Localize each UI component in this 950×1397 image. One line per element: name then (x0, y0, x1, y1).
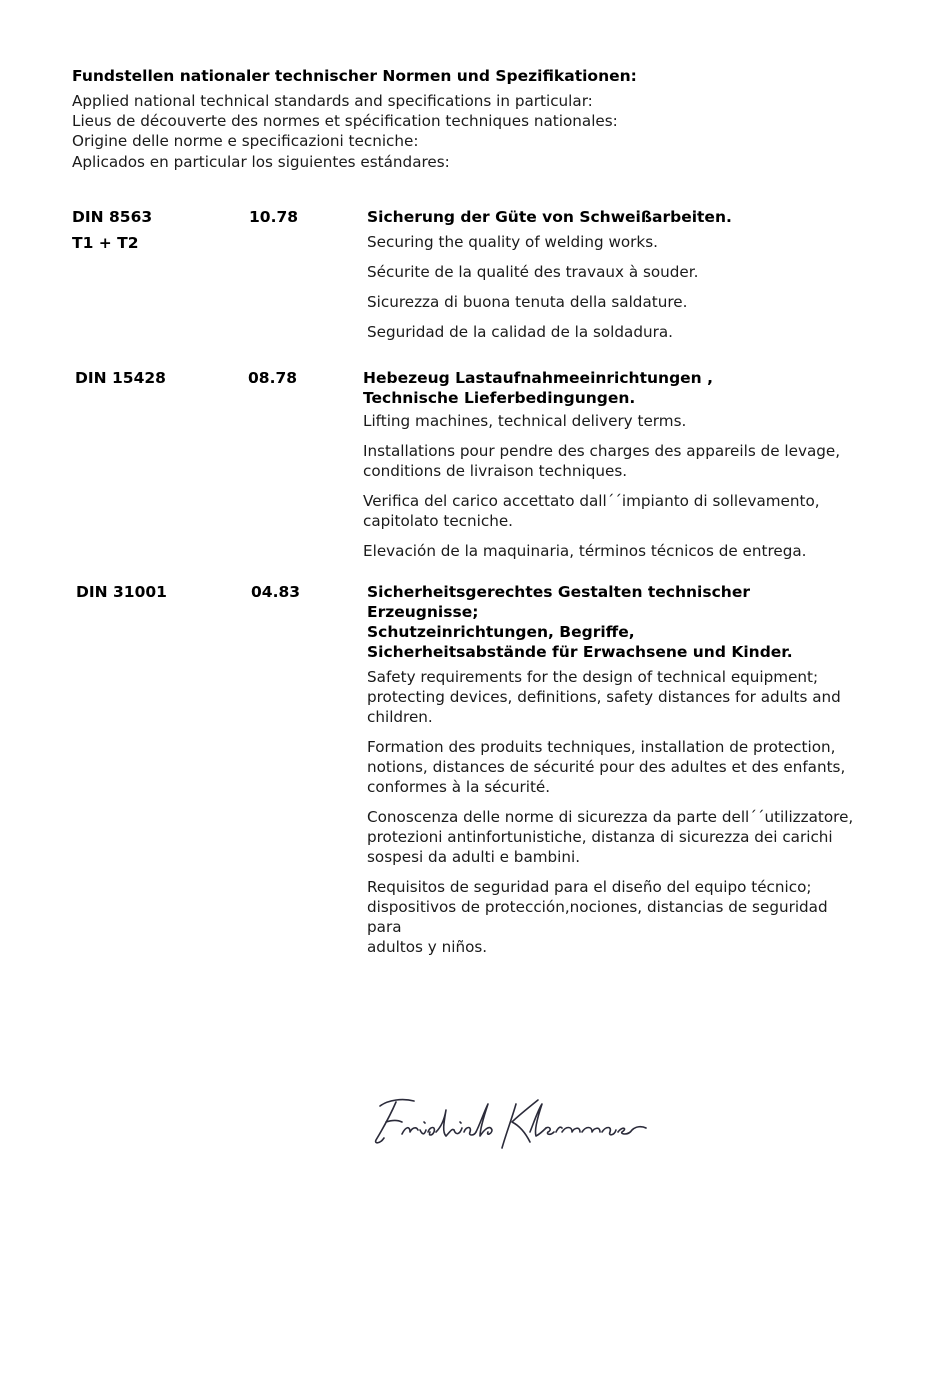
norm-code: DIN 8563 T1 + T2 (72, 208, 153, 252)
norm-date: 10.78 (249, 208, 299, 226)
norm-code: DIN 31001 (76, 583, 167, 601)
norm-date: 04.83 (251, 583, 301, 601)
norm-translation-spanish: Requisitos de seguridad para el diseño del equipo técnico; dispositivos de protección,nociones, distancias de seguridad para adultos y niños. (367, 878, 828, 956)
header-line-english: Applied national technical standards and specifications in particular: (72, 92, 593, 110)
norm-translation-french: Formation des produits techniques, installation de protection, notions, distances de sécurité pour des adultes et des enfants, conformes à la sécurité. (367, 738, 846, 796)
norm-translation-english: Securing the quality of welding works. (367, 233, 658, 251)
norm-description (367, 582, 857, 967)
header-title: Fundstellen nationaler technischer Normen und Spezifikationen: (72, 67, 637, 85)
norm-title-german: Sicherung der Güte von Schweißarbeiten. (367, 208, 732, 226)
norm-translation-spanish: Seguridad de la calidad de la soldadura. (367, 323, 673, 341)
norm-description (367, 207, 847, 352)
norm-code: DIN 15428 (75, 369, 166, 387)
header-line-italian: Origine delle norme e specificazioni tecniche: (72, 132, 419, 151)
norm-translation-english: Safety requirements for the design of technical equipment; protecting devices, definitions, safety distances for adults and children. (367, 668, 841, 726)
norm-translation-spanish: Elevación de la maquinaria, términos técnicos de entrega. (363, 542, 807, 560)
norm-translation-italian: Sicurezza di buona tenuta della saldature. (367, 293, 688, 311)
norm-translation-italian: Verifica del carico accettato dall´´impianto di sollevamento, capitolato tecniche. (363, 492, 820, 530)
norm-title-german: Hebezeug Lastaufnahmeeinrichtungen , Technische Lieferbedingungen. (363, 369, 713, 407)
norm-translation-french: Installations pour pendre des charges des appareils de levage, conditions de livraison techniques. (363, 442, 841, 480)
standards-header (72, 66, 872, 172)
header-line-spanish: Aplicados en particular los siguientes estándares: (72, 152, 450, 171)
norm-translation-italian: Conoscenza delle norme di sicurezza da parte dell´´utilizzatore, protezioni antinfortunistiche, distanza di sicurezza dei carichi sospesi da adulti e bambini. (367, 808, 854, 866)
norm-date: 08.78 (248, 369, 298, 387)
norm-translation-french: Sécurite de la qualité des travaux à souder. (367, 263, 699, 281)
norm-description (363, 368, 843, 571)
handwritten-signature-icon (366, 1082, 656, 1167)
header-line-french: Lieus de découverte des normes et spécification techniques nationales: (72, 112, 618, 131)
norm-translation-english: Lifting machines, technical delivery terms. (363, 412, 687, 430)
norm-title-german: Sicherheitsgerechtes Gestalten technischer Erzeugnisse; Schutzeinrichtungen, Begriffe, Sicherheitsabstände für Erwachsene und Kinder. (367, 583, 793, 661)
